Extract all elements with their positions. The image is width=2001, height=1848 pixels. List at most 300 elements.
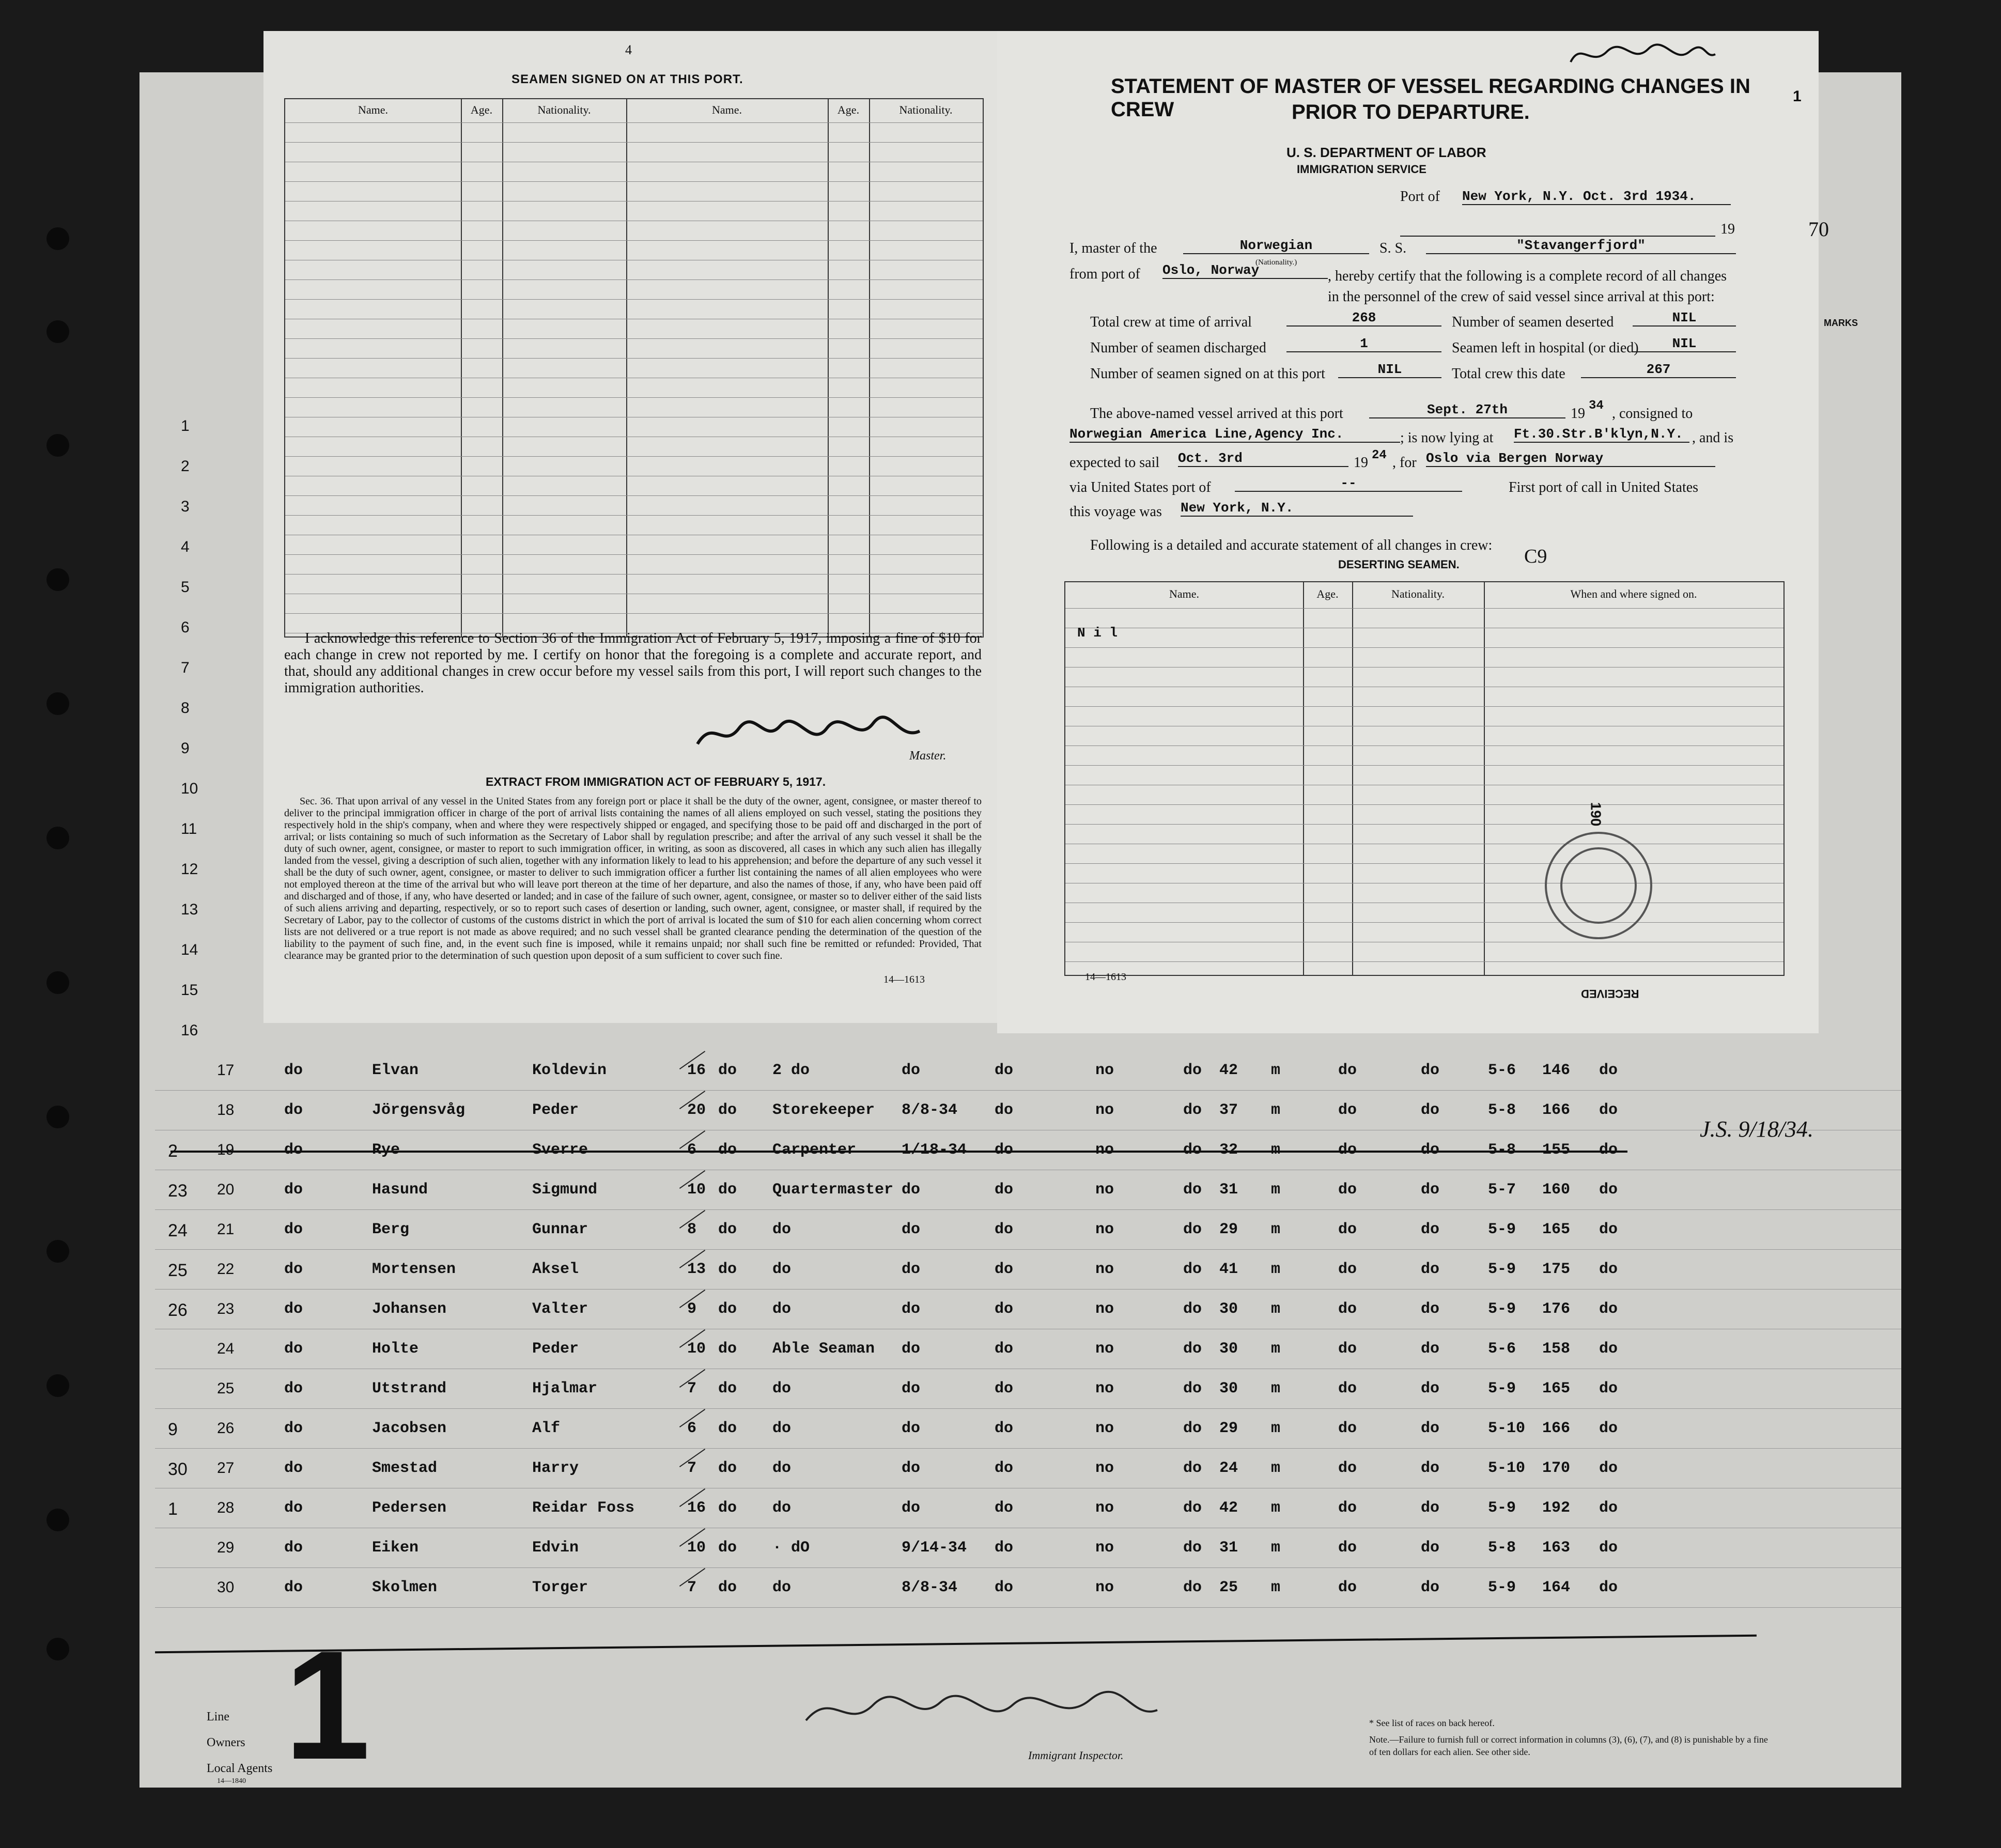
crew-given: Peder	[532, 1340, 579, 1358]
voyage-label: this voyage was	[1069, 504, 1162, 520]
crew-c6: do	[1599, 1141, 1618, 1159]
column-divider	[1484, 582, 1485, 975]
acknowledgement-text: I acknowledge this reference to Section 36 of the Immigration Act of February 5, 1917, imposing a fine of $10 for each change in crew not reported by me. I certify on honor that the foregoing is a complete and accurate report, and that, should any additional changes in crew occur before my vessel sails from this port, I will report such changes to the immigration authorities.	[284, 630, 982, 696]
margin-line-number: 4	[181, 538, 190, 555]
crew-line: 18	[217, 1101, 235, 1119]
crew-weight: 165	[1542, 1380, 1571, 1397]
handwritten-code: C9	[1524, 546, 1547, 567]
column-divider	[869, 99, 870, 636]
crew-sex: m	[1271, 1062, 1281, 1079]
column-divider	[502, 99, 503, 636]
crew-c6: do	[1599, 1101, 1618, 1119]
crew-age: 25	[1219, 1579, 1238, 1596]
crew-c5: do	[1421, 1062, 1440, 1079]
and-is: , and is	[1692, 430, 1734, 446]
arrived-value: Sept. 27th	[1369, 402, 1565, 418]
crew-surname: Berg	[372, 1221, 410, 1238]
crew-where: do	[718, 1221, 737, 1238]
crew-c2: no	[1095, 1181, 1114, 1199]
row-rule	[155, 1408, 1901, 1409]
column-header: Age.	[837, 103, 860, 116]
crew-given: Aksel	[532, 1261, 579, 1278]
crew-given: Sverre	[532, 1141, 588, 1159]
row-rule	[1065, 863, 1783, 864]
sail-year-suffix: 24	[1372, 448, 1387, 462]
column-divider	[1352, 582, 1353, 975]
crew-col1: do	[284, 1340, 303, 1358]
column-divider	[461, 99, 462, 636]
crew-where: do	[718, 1579, 737, 1596]
crew-c4: do	[1338, 1420, 1357, 1437]
lying-label: ; is now lying at	[1400, 430, 1494, 446]
agents-form: 14—1840	[217, 1777, 246, 1785]
for-value: Oslo via Bergen Norway	[1426, 451, 1715, 467]
crew-c1: do	[995, 1101, 1014, 1119]
crew-surname: Elvan	[372, 1062, 419, 1079]
margin-number-2: 1	[1793, 88, 1802, 105]
deserted-value: NIL	[1633, 310, 1736, 327]
crew-position: do	[772, 1261, 792, 1278]
crew-surname: Rye	[372, 1141, 400, 1159]
crew-sex: m	[1271, 1459, 1281, 1477]
crew-c2: no	[1095, 1579, 1114, 1596]
crew-sex: m	[1271, 1380, 1281, 1397]
row-rule	[285, 397, 983, 398]
crew-date: 9/14-34	[902, 1539, 967, 1557]
crew-sex: m	[1271, 1340, 1281, 1358]
crew-sex: m	[1271, 1539, 1281, 1557]
crew-c6: do	[1599, 1459, 1618, 1477]
line-label: Line	[207, 1710, 229, 1723]
crew-age: 31	[1219, 1539, 1238, 1557]
crew-surname: Utstrand	[372, 1380, 447, 1397]
binder-hole	[46, 827, 69, 849]
crew-surname: Eiken	[372, 1539, 419, 1557]
crew-position: do	[772, 1300, 792, 1318]
crew-col1: do	[284, 1579, 303, 1596]
crew-date: do	[902, 1499, 921, 1517]
lying-value: Ft.30.Str.B'klyn,N.Y.	[1514, 426, 1689, 443]
row-rule	[1065, 804, 1783, 805]
crew-date: do	[902, 1300, 921, 1318]
row-rule	[285, 338, 983, 339]
crew-c3: do	[1183, 1579, 1202, 1596]
sail-year: 19	[1354, 455, 1368, 471]
row-rule	[285, 299, 983, 300]
crew-position: 2 do	[772, 1062, 810, 1079]
row-rule	[1065, 961, 1783, 962]
inspector-signature	[801, 1684, 1162, 1736]
crew-height: 5-10	[1488, 1459, 1526, 1477]
margin-line-number: 10	[181, 780, 198, 797]
crew-height: 5-6	[1488, 1062, 1516, 1079]
margin-line-number: 14	[181, 941, 198, 958]
crew-c4: do	[1338, 1221, 1357, 1238]
crew-c3: do	[1183, 1340, 1202, 1358]
total-date-value: 267	[1581, 362, 1736, 378]
crew-margin-number: 9	[168, 1420, 178, 1439]
crew-weight: 166	[1542, 1101, 1571, 1119]
arrived-year: 19	[1571, 406, 1585, 422]
crew-sex: m	[1271, 1101, 1281, 1119]
crew-years: 16	[687, 1062, 706, 1079]
port-label: Port of	[1400, 189, 1440, 205]
crew-c6: do	[1599, 1300, 1618, 1318]
crew-weight: 146	[1542, 1062, 1571, 1079]
row-rule	[1065, 608, 1783, 609]
crew-c6: do	[1599, 1539, 1618, 1557]
row-rule	[155, 1249, 1901, 1250]
column-header: Age.	[470, 103, 493, 116]
crew-surname: Johansen	[372, 1300, 447, 1318]
crew-position: do	[772, 1420, 792, 1437]
crew-line: 20	[217, 1181, 235, 1198]
crew-c1: do	[995, 1420, 1014, 1437]
crew-years: 6	[687, 1141, 697, 1159]
crew-age: 32	[1219, 1141, 1238, 1159]
crew-col1: do	[284, 1459, 303, 1477]
crew-weight: 175	[1542, 1261, 1571, 1278]
crew-col1: do	[284, 1539, 303, 1557]
statement-subtitle: PRIOR TO DEPARTURE.	[1292, 101, 1530, 123]
crew-c3: do	[1183, 1101, 1202, 1119]
crew-col1: do	[284, 1101, 303, 1119]
form-number: 14—1613	[883, 974, 925, 985]
row-rule	[155, 1209, 1901, 1210]
crew-c5: do	[1421, 1181, 1440, 1199]
signed-on-label: Number of seamen signed on at this port	[1090, 366, 1325, 382]
crew-surname: Pedersen	[372, 1499, 447, 1517]
binder-hole	[46, 692, 69, 715]
note-failure: Note.—Failure to furnish full or correct information in columns (3), (6), (7), and (8) is punishable by a fine of ten dollars for each alien. See other side.	[1369, 1734, 1768, 1757]
column-header: Name.	[1169, 587, 1200, 600]
crew-c6: do	[1599, 1221, 1618, 1238]
crew-where: do	[718, 1539, 737, 1557]
extract-title: EXTRACT FROM IMMIGRATION ACT OF FEBRUARY 5, 1917.	[486, 775, 826, 788]
agents-label: Local Agents	[207, 1762, 273, 1775]
crew-c4: do	[1338, 1141, 1357, 1159]
column-header: Name.	[711, 103, 742, 116]
crew-c4: do	[1338, 1261, 1357, 1278]
crew-c6: do	[1599, 1261, 1618, 1278]
margin-line-number: 15	[181, 982, 198, 999]
crew-given: Sigmund	[532, 1181, 598, 1199]
crew-height: 5-9	[1488, 1300, 1516, 1318]
crew-line: 29	[217, 1539, 235, 1556]
column-divider	[626, 99, 627, 636]
crew-c4: do	[1338, 1380, 1357, 1397]
received-stamp: RECEIVED	[1581, 987, 1639, 1000]
crew-position: do	[772, 1459, 792, 1477]
crew-line: 25	[217, 1380, 235, 1397]
margin-line-number: 6	[181, 619, 190, 636]
margin-line-number: 11	[181, 820, 197, 837]
crew-c2: no	[1095, 1062, 1114, 1079]
crew-margin-number: 24	[168, 1221, 188, 1240]
row-rule	[285, 613, 983, 614]
deserting-seamen-table	[1064, 581, 1785, 976]
crew-date: do	[902, 1221, 921, 1238]
signed-on-title: SEAMEN SIGNED ON AT THIS PORT.	[511, 72, 743, 86]
column-header: Age.	[1316, 587, 1339, 600]
crew-c2: no	[1095, 1420, 1114, 1437]
sheet-number: 1	[284, 1618, 370, 1792]
crew-weight: 165	[1542, 1221, 1571, 1238]
crew-c5: do	[1421, 1340, 1440, 1358]
margin-line-number: 12	[181, 861, 198, 878]
nationality-caption: (Nationality.)	[1255, 258, 1297, 267]
crew-c6: do	[1599, 1579, 1618, 1596]
crew-where: do	[718, 1420, 737, 1437]
crew-margin-number: 25	[168, 1261, 188, 1280]
crew-weight: 166	[1542, 1420, 1571, 1437]
crew-c5: do	[1421, 1261, 1440, 1278]
margin-line-number: 16	[181, 1022, 198, 1039]
crew-c1: do	[995, 1499, 1014, 1517]
total-arrival-value: 268	[1286, 310, 1441, 327]
crew-c3: do	[1183, 1300, 1202, 1318]
crew-position: Storekeeper	[772, 1101, 875, 1119]
crew-c5: do	[1421, 1579, 1440, 1596]
row-rule	[155, 1090, 1901, 1091]
crew-where: do	[718, 1261, 737, 1278]
crew-surname: Smestad	[372, 1459, 438, 1477]
crew-date: do	[902, 1459, 921, 1477]
crew-position: · dO	[772, 1539, 810, 1557]
crew-c4: do	[1338, 1300, 1357, 1318]
crew-years: 10	[687, 1539, 706, 1557]
crew-c3: do	[1183, 1380, 1202, 1397]
crew-age: 29	[1219, 1420, 1238, 1437]
crew-position: do	[772, 1221, 792, 1238]
crew-date: do	[902, 1181, 921, 1199]
crew-position: Quartermaster	[772, 1181, 894, 1199]
crew-position: do	[772, 1499, 792, 1517]
crew-date: do	[902, 1261, 921, 1278]
department: U. S. DEPARTMENT OF LABOR	[1286, 145, 1486, 160]
crew-line: 17	[217, 1062, 235, 1079]
crew-c2: no	[1095, 1141, 1114, 1159]
row-rule	[285, 554, 983, 555]
row-rule	[285, 142, 983, 143]
crew-col1: do	[284, 1181, 303, 1199]
binder-hole	[46, 320, 69, 343]
column-header: Nationality.	[1391, 587, 1445, 600]
crew-height: 5-8	[1488, 1539, 1516, 1557]
remarks-label: MARKS	[1824, 318, 1858, 328]
column-header: Nationality.	[537, 103, 591, 116]
master-statement-page	[997, 31, 1819, 1033]
crew-c1: do	[995, 1062, 1014, 1079]
crew-given: Harry	[532, 1459, 579, 1477]
crew-age: 42	[1219, 1062, 1238, 1079]
crew-height: 5-9	[1488, 1221, 1516, 1238]
row-rule	[285, 122, 983, 123]
crew-c2: no	[1095, 1261, 1114, 1278]
crew-where: do	[718, 1062, 737, 1079]
crew-height: 5-9	[1488, 1579, 1516, 1596]
signed-on-value: NIL	[1338, 362, 1441, 378]
crew-years: 10	[687, 1340, 706, 1358]
master-signature	[692, 713, 925, 754]
crew-c5: do	[1421, 1380, 1440, 1397]
crew-margin-number: 30	[168, 1459, 188, 1479]
crew-surname: Jörgensvåg	[372, 1101, 466, 1119]
row-rule	[155, 1448, 1901, 1449]
crew-c6: do	[1599, 1340, 1618, 1358]
row-rule	[1065, 706, 1783, 707]
binder-hole	[46, 1240, 69, 1263]
crew-c1: do	[995, 1340, 1014, 1358]
crew-c1: do	[995, 1459, 1014, 1477]
crew-c3: do	[1183, 1261, 1202, 1278]
row-rule	[1065, 922, 1783, 923]
crew-c3: do	[1183, 1499, 1202, 1517]
crew-given: Peder	[532, 1101, 579, 1119]
row-rule	[1065, 765, 1783, 766]
crew-years: 7	[687, 1579, 697, 1596]
via-value: --	[1235, 475, 1462, 492]
certify-text: , hereby certify that the following is a complete record of all changes in the personnel of the crew of said vessel since arrival at this port:	[1328, 268, 1727, 305]
crew-c4: do	[1338, 1579, 1357, 1596]
crew-date: 8/8-34	[902, 1101, 958, 1119]
margin-line-number: 2	[181, 458, 190, 475]
crew-c2: no	[1095, 1459, 1114, 1477]
crew-c4: do	[1338, 1062, 1357, 1079]
seamen-signed-on-page	[263, 31, 999, 1023]
binder-hole	[46, 568, 69, 591]
crew-age: 30	[1219, 1340, 1238, 1358]
binder-hole	[46, 1106, 69, 1128]
crew-years: 6	[687, 1420, 697, 1437]
right-annotation: J.S. 9/18/34.	[1700, 1116, 1813, 1142]
stamp-number: 190	[1588, 802, 1604, 827]
crew-c5: do	[1421, 1141, 1440, 1159]
crew-date: do	[902, 1420, 921, 1437]
binder-hole	[46, 1638, 69, 1660]
crew-line: 19	[217, 1141, 235, 1158]
crew-years: 7	[687, 1459, 697, 1477]
arrived-year-suffix: 34	[1589, 399, 1604, 413]
crew-years: 13	[687, 1261, 706, 1278]
row-rule	[1065, 647, 1783, 648]
margin-line-number: 3	[181, 498, 190, 515]
crew-given: Valter	[532, 1300, 588, 1318]
row-rule	[285, 456, 983, 457]
crew-c1: do	[995, 1380, 1014, 1397]
crew-c3: do	[1183, 1062, 1202, 1079]
crew-line: 24	[217, 1340, 235, 1357]
hospital-value: NIL	[1633, 336, 1736, 352]
deserting-nil: N i l	[1077, 625, 1118, 641]
crew-years: 8	[687, 1221, 697, 1238]
crew-where: do	[718, 1300, 737, 1318]
crew-c2: no	[1095, 1340, 1114, 1358]
crew-c4: do	[1338, 1340, 1357, 1358]
crew-c6: do	[1599, 1380, 1618, 1397]
crew-weight: 163	[1542, 1539, 1571, 1557]
sail-value: Oct. 3rd	[1178, 451, 1348, 467]
crew-c3: do	[1183, 1459, 1202, 1477]
crew-margin-number: 26	[168, 1300, 188, 1320]
inspector-label: Immigrant Inspector.	[1028, 1749, 1124, 1762]
crew-surname: Mortensen	[372, 1261, 456, 1278]
ss-label: S. S.	[1379, 240, 1407, 256]
consigned-label: , consigned to	[1612, 406, 1693, 422]
crew-age: 41	[1219, 1261, 1238, 1278]
crew-margin-number: 23	[168, 1181, 188, 1201]
discharged-label: Number of seamen discharged	[1090, 340, 1266, 356]
row-rule	[285, 515, 983, 516]
crew-c4: do	[1338, 1459, 1357, 1477]
crew-line: 28	[217, 1499, 235, 1516]
crew-c1: do	[995, 1261, 1014, 1278]
crew-margin-number: 2	[168, 1141, 178, 1161]
note-races: * See list of races on back hereof.	[1369, 1718, 1495, 1728]
crew-col1: do	[284, 1499, 303, 1517]
crew-age: 30	[1219, 1380, 1238, 1397]
crew-c6: do	[1599, 1499, 1618, 1517]
crew-line: 23	[217, 1300, 235, 1317]
crew-position: do	[772, 1579, 792, 1596]
crew-sex: m	[1271, 1420, 1281, 1437]
column-divider	[1303, 582, 1304, 975]
column-divider	[828, 99, 829, 636]
crew-weight: 160	[1542, 1181, 1571, 1199]
row-rule	[155, 1289, 1901, 1290]
master-label: Master.	[909, 749, 947, 763]
column-header: When and where signed on.	[1570, 587, 1697, 600]
deserted-label: Number of seamen deserted	[1452, 314, 1614, 330]
crew-c2: no	[1095, 1380, 1114, 1397]
nationality-value: Norwegian	[1183, 238, 1369, 254]
ship-name: "Stavangerfjord"	[1426, 238, 1736, 254]
row-rule	[155, 1607, 1901, 1608]
crew-c3: do	[1183, 1221, 1202, 1238]
extract-text: Sec. 36. That upon arrival of any vessel in the United States from any foreign port or place it shall be the duty of the owner, agent, consignee, or master thereof to deliver to the principal immigration officer in charge of the port of arrival lists containing the names of all aliens employed on such vessel, stating the positions they respectively hold in the ship's company, when and where they were respectively shipped or engaged, and specifying those to be paid off and discharged in the port of arrival; or lists containing so much of such information as the Secretary of Labor shall by regulation prescribe; and after the arrival of any such vessel it shall be the duty of such owner, agent, consignee, or master to report to such immigration officer, in writing, as soon as discovered, all cases in which any such alien has illegally landed from the vessel, giving a description of such alien, together with any information likely to lead to his apprehension; and before the departure of any such vessel it shall be the duty of such owner, agent, consignee, or master to deliver to such immigration officer a further list containing the names of all alien employees who were not employed thereon at the time of the arrival but who will leave port thereon at the time of her departure, and also the names of those, if any, who have been paid off and discharged and of those, if any, who have deserted or landed; and in case of the failure of such owner, agent, consignee, or master so to deliver either of the said lists of such aliens arriving and departing, respectively, or so to report such cases of desertion or landing, such owner, agent, consignee, or master shall, if required by the Secretary of Labor, pay to the collector of customs of the customs district in which the port of arrival is located the sum of $10 for each alien concerning whom correct lists are not delivered or a true report is not made as above required; and no such vessel shall be granted clearance pending the determination of the question of the liability to the payment of such fine, and, in the event such fine is imposed, while it remains unpaid; nor shall such fine be remitted or refunded: Provided, That clearance may be granted prior to the determination of such question upon deposit of a sum sufficient to cover such fine.	[284, 796, 982, 961]
crew-sex: m	[1271, 1300, 1281, 1318]
crew-date: do	[902, 1062, 921, 1079]
crew-height: 5-6	[1488, 1340, 1516, 1358]
from-port-label: from port of	[1069, 266, 1140, 282]
crew-height: 5-9	[1488, 1380, 1516, 1397]
service: IMMIGRATION SERVICE	[1297, 163, 1426, 176]
margin-number: 70	[1808, 218, 1829, 241]
crew-c2: no	[1095, 1300, 1114, 1318]
crew-given: Edvin	[532, 1539, 579, 1557]
date-line	[1400, 222, 1715, 237]
crew-weight: 192	[1542, 1499, 1571, 1517]
crew-years: 16	[687, 1499, 706, 1517]
crew-line: 30	[217, 1579, 235, 1596]
crew-c1: do	[995, 1181, 1014, 1199]
crew-c3: do	[1183, 1420, 1202, 1437]
margin-line-number: 5	[181, 579, 190, 596]
crew-height: 5-7	[1488, 1181, 1516, 1199]
crew-c1: do	[995, 1539, 1014, 1557]
crew-date: 8/8-34	[902, 1579, 958, 1596]
crew-date: 1/18-34	[902, 1141, 967, 1159]
crew-years: 7	[687, 1380, 697, 1397]
crew-col1: do	[284, 1062, 303, 1079]
crew-where: do	[718, 1499, 737, 1517]
row-rule	[285, 495, 983, 496]
crew-c4: do	[1338, 1539, 1357, 1557]
crew-surname: Hasund	[372, 1181, 428, 1199]
row-rule	[285, 358, 983, 359]
crew-given: Torger	[532, 1579, 588, 1596]
crew-c2: no	[1095, 1539, 1114, 1557]
